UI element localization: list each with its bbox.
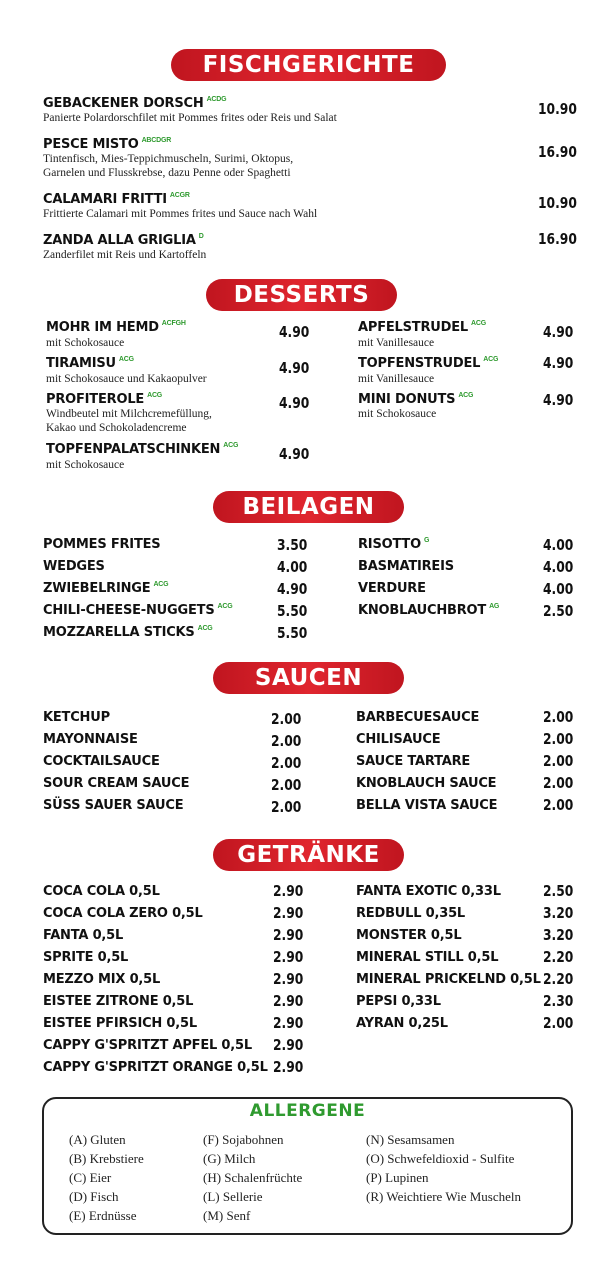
allergene-box (42, 1097, 573, 1235)
menu-item-price: 2.00 (271, 776, 302, 794)
menu-item-price: 2.00 (543, 1014, 574, 1032)
menu-item-name: COCA COLA ZERO 0,5L (43, 906, 203, 921)
allergene-title: ALLERGENE (249, 1101, 366, 1121)
allergen-code: ACGR (169, 192, 190, 199)
menu-item-price: 2.90 (273, 926, 304, 944)
menu-item-name: MEZZO MIX 0,5L (43, 972, 161, 987)
menu-item-price: 3.20 (543, 904, 574, 922)
allergen-entry: (M) Senf (203, 1208, 251, 1223)
allergen-code: ACG (147, 392, 163, 399)
menu-item-price: 2.50 (543, 602, 574, 620)
menu-item-price: 5.50 (277, 624, 308, 642)
menu-item-price: 10.90 (538, 100, 577, 118)
allergen-entry: (H) Schalenfrüchte (203, 1170, 303, 1185)
menu-item-name: MOHR IM HEMD $^{ACFGH}$ (46, 320, 186, 335)
menu-item-price: 2.00 (271, 732, 302, 750)
menu-item-price: 2.90 (273, 1014, 304, 1032)
menu-item-description: Tintenfisch, Mies-Teppichmuscheln, Surimi, Oktopus, (43, 153, 294, 165)
allergen-code: ACG (217, 603, 233, 610)
menu-item-price: 4.90 (543, 354, 574, 372)
menu-item-price: 2.90 (273, 904, 304, 922)
menu-item-name: MINERAL PRICKELND 0,5L (356, 972, 541, 987)
allergen-entry: (G) Milch (203, 1151, 256, 1166)
menu-item-description: Frittierte Calamari mit Pommes frites und Sauce nach Wahl (43, 208, 318, 220)
menu-item-price: 2.00 (271, 798, 302, 816)
menu-item-name: CHILISAUCE (356, 732, 441, 747)
menu-item-price: 2.90 (273, 948, 304, 966)
menu-item-price: 2.90 (273, 970, 304, 988)
menu-item-name: ZANDA ALLA GRIGLIA $^D$ (43, 233, 204, 248)
menu-item-price: 4.90 (279, 394, 310, 412)
menu-item-description: Panierte Polardorschfilet mit Pommes frites oder Reis und Salat (43, 112, 337, 124)
menu-item-price: 2.20 (543, 970, 574, 988)
menu-item-price: 2.00 (543, 752, 574, 770)
menu-item-name: POMMES FRITES (43, 537, 161, 552)
menu-item-description: Zanderfilet mit Reis und Kartoffeln (43, 249, 207, 261)
menu-item-name: MOZZARELLA STICKS $^{ACG}$ (43, 625, 213, 640)
menu-item-name: KNOBLAUCHBROT $^{AG}$ (358, 603, 500, 618)
menu-item-price: 2.30 (543, 992, 574, 1010)
menu-item-price: 3.20 (543, 926, 574, 944)
menu-item-price: 4.00 (543, 558, 574, 576)
menu-item-name: BASMATIREIS (358, 559, 454, 574)
menu-item-name: APFELSTRUDEL $^{ACG}$ (358, 320, 486, 335)
menu-item-description: mit Schokosauce (46, 337, 125, 349)
menu-item-name: FANTA 0,5L (43, 928, 124, 943)
menu-item-name: BELLA VISTA SAUCE (356, 798, 498, 813)
menu-item-name: SAUCE TARTARE (356, 754, 471, 769)
menu-item-price: 2.90 (273, 1058, 304, 1076)
menu-item-name: KNOBLAUCH SAUCE (356, 776, 497, 791)
allergen-code: AG (489, 603, 500, 610)
allergen-entry: (F) Sojabohnen (203, 1132, 284, 1147)
menu-item-price: 4.00 (543, 536, 574, 554)
allergen-code: ACG (471, 320, 486, 327)
saucen-banner: SAUCEN (213, 662, 404, 694)
allergen-entry: (N) Sesamsamen (366, 1132, 455, 1147)
menu-item-price: 4.00 (277, 558, 308, 576)
menu-item-name: CAPPY G'SPRITZT APFEL 0,5L (43, 1038, 252, 1053)
menu-item-price: 4.90 (543, 391, 574, 409)
menu-item-price: 2.90 (273, 1036, 304, 1054)
menu-item-price: 4.90 (543, 323, 574, 341)
allergen-code: ACDG (206, 96, 227, 103)
allergen-code: ACG (223, 442, 239, 449)
menu-item-price: 2.50 (543, 882, 574, 900)
menu-item-price: 16.90 (538, 143, 577, 161)
menu-item-price: 2.90 (273, 992, 304, 1010)
menu-item-name: GEBACKENER DORSCH $^{ACDG}$ (43, 96, 227, 111)
menu-item-name: PESCE MISTO $^{ABCDGR}$ (43, 137, 172, 152)
menu-item-price: 4.90 (277, 580, 308, 598)
menu-item-price: 2.00 (271, 754, 302, 772)
allergen-code: D (198, 233, 204, 240)
menu-item-description: mit Vanillesauce (358, 337, 435, 349)
menu-item-name: FANTA EXOTIC 0,33L (356, 884, 501, 899)
menu-item-name: WEDGES (43, 559, 105, 574)
menu-item-description: Kakao und Schokoladencreme (46, 422, 187, 434)
menu-item-name: CAPPY G'SPRITZT ORANGE 0,5L (43, 1060, 268, 1075)
menu-item-description: Garnelen und Flusskrebse, dazu Penne oder Spaghetti (43, 167, 291, 179)
allergen-entry: (O) Schwefeldioxid - Sulfite (366, 1151, 515, 1166)
menu-item-name: TOPFENPALATSCHINKEN $^{ACG}$ (46, 442, 239, 457)
allergen-entry: (A) Gluten (69, 1132, 126, 1147)
menu-item-price: 3.50 (277, 536, 308, 554)
menu-item-name: MINERAL STILL 0,5L (356, 950, 499, 965)
menu-item-price: 2.00 (543, 708, 574, 726)
menu-item-price: 2.00 (543, 774, 574, 792)
menu-item-price: 2.90 (273, 882, 304, 900)
menu-item-description: mit Schokosauce und Kakaopulver (46, 373, 207, 385)
menu-item-name: SPRITE 0,5L (43, 950, 129, 965)
menu-item-name: KETCHUP (43, 710, 110, 725)
allergen-entry: (C) Eier (69, 1170, 112, 1185)
menu-item-name: AYRAN 0,25L (356, 1016, 448, 1031)
menu-item-name: PROFITEROLE $^{ACG}$ (46, 392, 163, 407)
menu-item-name: CALAMARI FRITTI $^{ACGR}$ (43, 192, 190, 207)
menu-item-price: 4.90 (279, 445, 310, 463)
menu-item-price: 2.20 (543, 948, 574, 966)
getraenke-banner: GETRÄNKE (213, 839, 404, 871)
allergen-code: ACG (197, 625, 213, 632)
menu-item-name: EISTEE PFIRSICH 0,5L (43, 1016, 197, 1031)
menu-item-name: TOPFENSTRUDEL $^{ACG}$ (358, 356, 499, 371)
allergen-code: ACFGH (161, 320, 186, 327)
menu-item-price: 10.90 (538, 194, 577, 212)
menu-item-name: COCA COLA 0,5L (43, 884, 160, 899)
menu-item-name: MONSTER 0,5L (356, 928, 462, 943)
desserts-banner: DESSERTS (206, 279, 397, 311)
menu-item-name: PEPSI 0,33L (356, 994, 441, 1009)
allergen-code: ABCDGR (141, 137, 172, 144)
allergen-entry: (D) Fisch (69, 1189, 119, 1204)
menu-item-price: 16.90 (538, 230, 577, 248)
menu-item-name: REDBULL 0,35L (356, 906, 465, 921)
menu-item-name: SOUR CREAM SAUCE (43, 776, 190, 791)
menu-item-name: MAYONNAISE (43, 732, 138, 747)
menu-item-price: 4.00 (543, 580, 574, 598)
menu-item-price: 5.50 (277, 602, 308, 620)
allergen-entry: (E) Erdnüsse (69, 1208, 137, 1223)
menu-item-name: RISOTTO $^G$ (358, 537, 430, 552)
allergen-code: G (423, 537, 430, 544)
menu-item-name: SÜSS SAUER SAUCE (43, 798, 184, 813)
menu-item-price: 2.00 (543, 796, 574, 814)
allergen-code: ACG (458, 392, 474, 399)
allergen-code: ACG (483, 356, 499, 363)
fischgerichte-banner: FISCHGERICHTE (171, 49, 446, 81)
menu-item-name: TIRAMISU $^{ACG}$ (46, 356, 134, 371)
menu-item-name: ZWIEBELRINGE $^{ACG}$ (43, 581, 169, 596)
menu-item-price: 4.90 (279, 359, 310, 377)
menu-item-description: mit Vanillesauce (358, 373, 435, 385)
menu-item-name: CHILI-CHEESE-NUGGETS $^{ACG}$ (43, 603, 233, 618)
menu-item-price: 4.90 (279, 323, 310, 341)
allergen-code: ACG (153, 581, 169, 588)
beilagen-banner: BEILAGEN (213, 491, 404, 523)
allergen-code: ACG (118, 356, 134, 363)
menu-item-price: 2.00 (271, 710, 302, 728)
menu-item-description: mit Schokosauce (46, 459, 125, 471)
allergen-entry: (L) Sellerie (203, 1189, 263, 1204)
menu-item-name: EISTEE ZITRONE 0,5L (43, 994, 194, 1009)
menu-item-name: VERDURE (358, 581, 426, 596)
allergen-entry: (R) Weichtiere Wie Muscheln (366, 1189, 521, 1204)
allergen-entry: (P) Lupinen (366, 1170, 429, 1185)
menu-item-name: COCKTAILSAUCE (43, 754, 160, 769)
menu-item-description: mit Schokosauce (358, 408, 437, 420)
allergen-entry: (B) Krebstiere (69, 1151, 144, 1166)
menu-item-name: MINI DONUTS $^{ACG}$ (358, 392, 474, 407)
menu-item-name: BARBECUESAUCE (356, 710, 480, 725)
menu-item-description: Windbeutel mit Milchcremefüllung, (46, 408, 212, 420)
menu-item-price: 2.00 (543, 730, 574, 748)
